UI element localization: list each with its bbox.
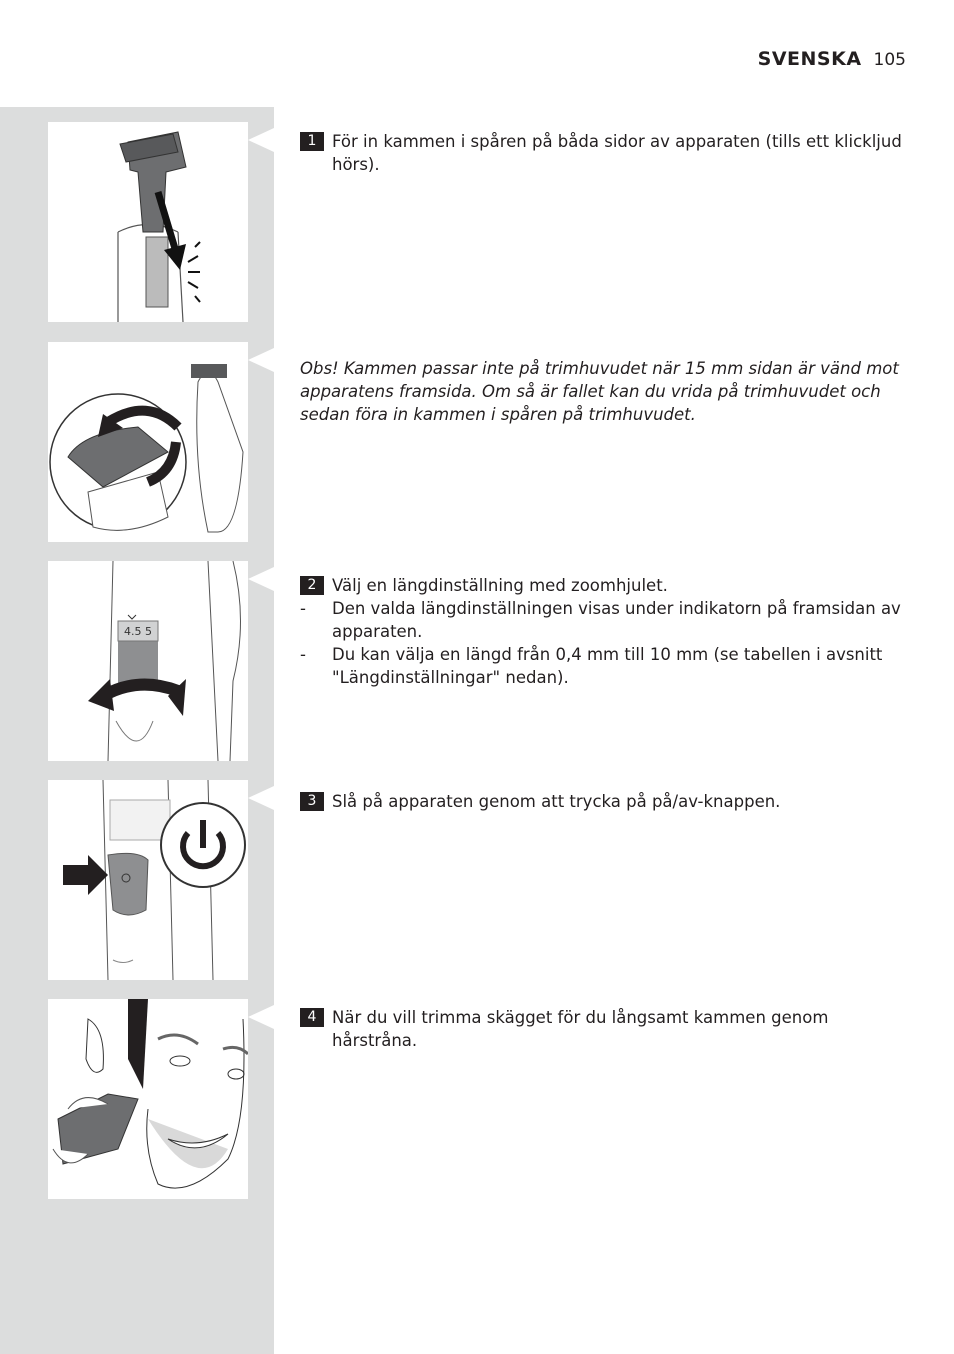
figure-insert-comb — [48, 122, 248, 322]
figure-power-button — [48, 780, 248, 980]
rotate-head-illustration — [48, 342, 248, 542]
power-button-illustration — [48, 780, 248, 980]
step-number: 3 — [300, 792, 324, 811]
figure-pointer — [248, 128, 274, 152]
figure-pointer — [248, 567, 274, 591]
length-display-text: 4.5 5 — [124, 625, 152, 638]
note-comb-orientation: Obs! Kammen passar inte på trimhuvudet när 15 mm sidan är vänd mot apparatens framsida. Om så är fallet kan du vrida på trimhuvudet och sedan föra in kammen i spåren på trimhuvudet. — [300, 359, 899, 424]
step-number: 4 — [300, 1008, 324, 1027]
step-text: Välj en längdinställning med zoomhjulet. — [332, 576, 668, 595]
figure-pointer — [248, 1005, 274, 1029]
step-text: För in kammen i spåren på båda sidor av apparaten (tills ett klickljud hörs). — [332, 132, 902, 174]
list-item — [300, 597, 906, 643]
figure-trim-beard — [48, 999, 248, 1199]
language-label: SVENSKA — [757, 48, 862, 70]
bullet-dash: - — [300, 599, 306, 618]
instruction-step-4 — [300, 1006, 906, 1052]
instruction-step-3 — [300, 790, 906, 813]
trim-beard-illustration — [48, 999, 248, 1199]
step-number: 1 — [300, 132, 324, 151]
figure-zoom-wheel — [48, 561, 248, 761]
figure-pointer — [248, 348, 274, 372]
insert-comb-illustration — [48, 122, 248, 322]
zoom-wheel-illustration — [48, 561, 248, 761]
figure-rotate-head — [48, 342, 248, 542]
page-header — [758, 48, 906, 70]
page-number: 105 — [873, 50, 906, 70]
step-number: 2 — [300, 576, 324, 595]
step-text: När du vill trimma skägget för du långsamt kammen genom hårstråna. — [332, 1008, 829, 1050]
bullet-text: Du kan välja en längd från 0,4 mm till 10 mm (se tabellen i avsnitt "Längdinställningar" nedan). — [332, 645, 883, 687]
bullet-text: Den valda längdinställningen visas under indikatorn på framsidan av apparaten. — [332, 599, 901, 641]
step-text: Slå på apparaten genom att trycka på på/av-knappen. — [332, 792, 781, 811]
instruction-step-2 — [300, 574, 906, 689]
list-item — [300, 643, 906, 689]
step-2-bullets — [300, 597, 906, 689]
figure-pointer — [248, 786, 274, 810]
bullet-dash: - — [300, 645, 306, 664]
instruction-step-1 — [300, 130, 906, 176]
